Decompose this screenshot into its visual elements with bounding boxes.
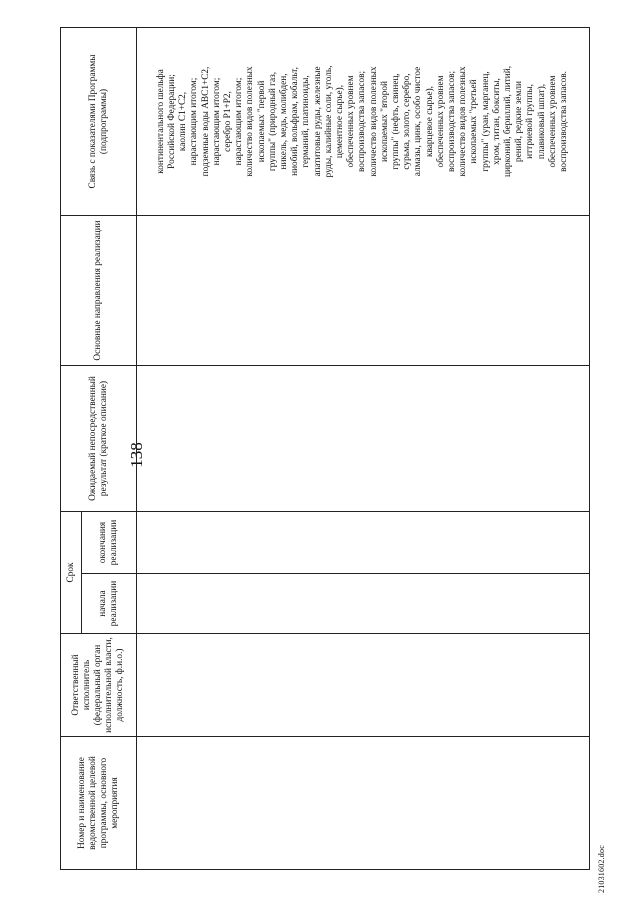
indicator-line: подземные воды АВС1+С2, [200, 66, 211, 177]
indicator-line: хром, титан, бокситы, [491, 78, 502, 165]
indicator-line: каолин С1+С2, [178, 91, 189, 152]
indicator-line: сурьма, золото, серебро, [402, 73, 413, 170]
cell-main-directions [137, 215, 590, 365]
indicator-line: количество видов полезных [458, 66, 469, 177]
indicator-line: воспроизводства запасов. [559, 71, 570, 172]
header-term-start: начала реализации [82, 574, 137, 634]
indicator-line: нарастающим итогом; [189, 77, 200, 166]
indicator-line: кварцевое сырье), [424, 85, 435, 157]
indicator-line: алмазы, цинк, особо чистое [413, 66, 424, 177]
indicator-line: апатитовые руды, железные [312, 66, 323, 177]
indicator-line: германий, платиноиды, [301, 75, 312, 168]
header-term-end: окончания реализации [82, 511, 137, 573]
cell-indicator-link [137, 27, 590, 215]
indicator-line: цементное сырье), [334, 84, 345, 159]
footer-code: 21031602.doc [597, 845, 606, 893]
indicator-line: континентального шельфа [155, 69, 166, 174]
indicator-line: воспроизводства запасов; [357, 70, 368, 173]
indicator-line: группы" (нефть, свинец, [391, 73, 401, 170]
indicator-line: плавиковый шпат), [536, 83, 547, 160]
indicator-link-list [156, 31, 571, 212]
body-row [137, 27, 590, 869]
header-main-directions: Основные направления реализации [61, 215, 137, 365]
cell-expected-result [137, 365, 590, 511]
indicator-line: ископаемых "первой [256, 80, 267, 163]
indicator-line: воспроизводства запасов; [447, 70, 458, 173]
header-term: Срок [61, 511, 82, 633]
cell-term-start [137, 574, 590, 634]
indicator-line: серебро Р1+Р2, [222, 91, 233, 152]
page-number: 138 [127, 442, 146, 468]
indicator-line: Российской Федерации; [166, 74, 177, 169]
indicator-line: группы" (уран, марганец, [480, 71, 491, 172]
indicator-line: ископаемых "второй [379, 81, 390, 162]
header-expected-result: Ожидаемый непосредственный результат (краткое описание) [61, 365, 137, 511]
indicator-line: обеспеченных уровнем [547, 75, 558, 168]
indicator-line: никель, медь, молибден, [278, 73, 289, 170]
program-table [60, 27, 590, 870]
indicator-line: обеспеченных уровнем [435, 75, 446, 168]
indicator-line: иттриевой группы, [525, 84, 536, 159]
indicator-line: нарастающим итогом; [211, 77, 222, 166]
indicator-line: обеспеченных уровнем [346, 75, 357, 168]
header-indicator-link: Связь с показателями Программы (подпрограммы) [61, 27, 137, 215]
header-row-1 [61, 27, 82, 869]
cell-responsible [137, 634, 590, 737]
indicator-line: ископаемых "третьей [469, 79, 480, 164]
header-responsible: Ответственный исполнитель (федеральный орган исполнительной власти, должность, ф.и.о.) [61, 634, 137, 737]
indicator-line: ниобий, вольфрам, кобальт, [290, 67, 301, 176]
cell-term-end [137, 511, 590, 573]
header-program-number: Номер и наименование ведомственной целевой программы, основного мероприятия [61, 737, 137, 870]
indicator-line: руды, калийные соли, уголь, [323, 65, 334, 178]
indicator-line: количество видов полезных [245, 66, 256, 177]
cell-program-number [137, 737, 590, 870]
indicator-line: рений, редкие земли [514, 81, 525, 162]
indicator-line: нарастающим итогом; [234, 77, 245, 166]
indicator-line: группы" (природный газ, [267, 71, 278, 172]
indicator-line: количество видов полезных [368, 66, 379, 177]
indicator-line: цирконий, бериллий, литий, [503, 65, 514, 178]
